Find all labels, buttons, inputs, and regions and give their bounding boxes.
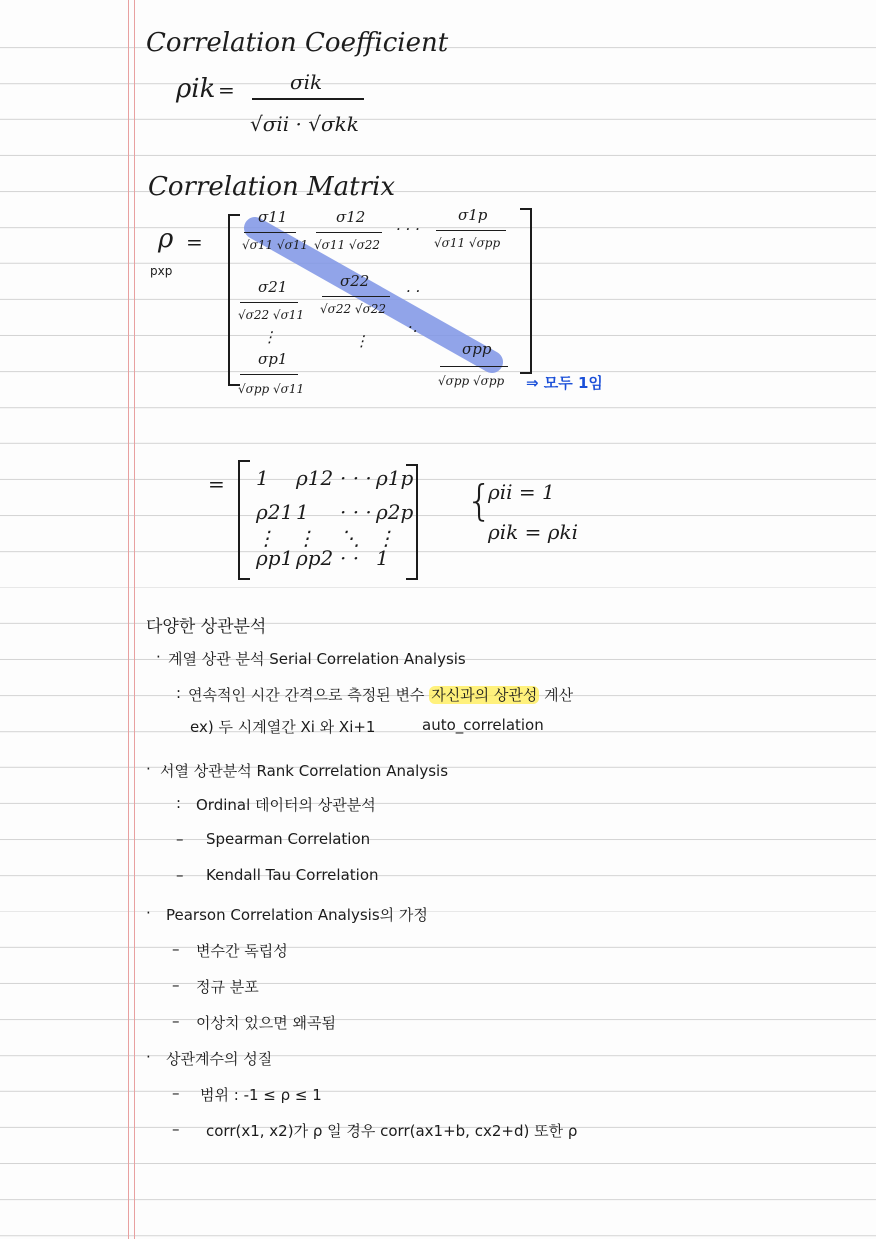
m1-r1c1-den: √σ11 √σ11 [242,238,309,252]
list-item-extra: auto_correlation [422,716,544,734]
matrix2-cell: 1 [296,500,309,524]
m1-r2c2-bar [322,296,390,297]
m1-r2c2-den: √σ22 √σ22 [320,302,387,316]
m1-rpp-den: √σpp √σpp [438,374,505,388]
matrix2-cell: ρ1p [376,466,414,490]
matrix2-cell: · · · [340,500,372,524]
m1-r1cp-den: √σ11 √σpp [434,236,501,250]
m1-r2c1-den: √σ22 √σ11 [238,308,305,322]
m1-diag-dots: ·. [408,318,418,336]
corr-matrix-note: ⇒ 모두 1임 [526,374,603,392]
props-brace: { [466,476,493,525]
list-item: corr(x1, x2)가 ρ 일 경우 corr(ax1+b, cx2+d) 또한 ρ [206,1122,578,1140]
analysis-heading: 다양한 상관분석 [146,617,267,637]
corr-matrix-equals: = [186,230,203,254]
m1-r1c1-bar [244,232,296,233]
matrix2-cell: 1 [256,466,269,490]
m1-r2c1-num: σ21 [258,278,288,296]
list-bullet: · [146,904,151,922]
matrix2-cell: ⋱ [340,526,360,550]
list-item: 계열 상관 분석 Serial Correlation Analysis [168,650,466,668]
matrix2-cell: · · [340,546,360,570]
matrix2-cell: ρ2p [376,500,414,524]
list-item: Pearson Correlation Analysis의 가정 [166,906,428,924]
m1-rp-den: √σpp √σ11 [238,382,305,396]
list-bullet: : [176,684,182,702]
list-item: 변수간 독립성 [196,942,288,960]
m1-r2c1-bar [240,302,298,303]
list-bullet: – [176,866,184,884]
corr-matrix-title: Correlation Matrix [148,172,396,202]
m1-vdots-col2: ⋮ [354,332,369,350]
corr-coef-equals: = [218,78,235,102]
corr-matrix-lhs-subscript: pxp [150,264,173,278]
corr-coef-numerator: σik [290,70,323,94]
list-item: 상관계수의 성질 [166,1050,273,1068]
list-item-text: 계산 [539,686,574,704]
corr-matrix-lhs: ρ [158,224,174,254]
matrix2-cell: ⋮ [296,526,316,550]
list-item: ex) 두 시계열간 Xi 와 Xi+1 [190,718,376,736]
matrix2-left-bracket [238,460,250,580]
list-bullet: – [172,1120,180,1138]
list-bullet: – [172,1084,180,1102]
matrix2-cell: ⋮ [376,526,396,550]
matrix2-cell: ρp2 [296,546,334,570]
matrix2-cell: ⋮ [256,526,276,550]
matrix1-right-bracket [520,208,532,374]
m1-rp-bar [240,374,298,375]
m1-r1cp-bar [436,230,506,231]
list-item: Spearman Correlation [206,830,371,848]
matrix2-equals: = [208,472,225,496]
list-item: 범위 : -1 ≤ ρ ≤ 1 [200,1086,322,1104]
list-bullet: – [172,976,180,994]
list-bullet: : [176,794,182,812]
list-item: Ordinal 데이터의 상관분석 [196,796,376,814]
matrix2-cell: ρ21 [256,500,294,524]
list-item: 정규 분포 [196,978,259,996]
corr-coef-lhs: ρik [176,74,216,104]
corr-coef-denominator: √σii · √σkk [250,112,359,136]
corr-coef-fraction-bar [252,98,364,100]
list-bullet: · [146,1048,151,1066]
list-bullet: – [176,830,184,848]
matrix2-cell: ρp1 [256,546,294,570]
m1-rp-num: σp1 [258,350,288,368]
list-bullet: · [156,648,161,666]
m1-r1c1-num: σ11 [258,208,288,226]
matrix1-left-bracket [228,214,240,386]
list-bullet: · [146,760,151,778]
m1-rpp-bar [440,366,508,367]
m1-r1c2-bar [316,232,382,233]
list-item: 이상치 있으면 왜곡됨 [196,1014,336,1032]
m1-vdots-col1: ⋮ [262,328,277,346]
m1-r1-dots: · · · [396,220,420,238]
list-item-highlight: 자신과의 상관성 [431,686,538,704]
m1-r2-dots: · · [406,282,421,300]
list-bullet: – [172,940,180,958]
matrix2-cell: ρ12 [296,466,334,490]
m1-rpp-num: σpp [462,340,492,358]
m1-r1c2-den: √σ11 √σ22 [314,238,381,252]
prop-rho-ii: ρii = 1 [488,480,555,504]
m1-r1c2-num: σ12 [336,208,366,226]
matrix2-cell: 1 [376,546,389,570]
m1-r1cp-num: σ1p [458,206,488,224]
corr-coef-title: Correlation Coefficient [146,28,449,58]
list-item: Kendall Tau Correlation [206,866,379,884]
matrix2-cell: · · · [340,466,372,490]
m1-r2c2-num: σ22 [340,272,370,290]
list-item: 서열 상관분석 Rank Correlation Analysis [160,762,449,780]
prop-rho-ik: ρik = ρki [488,520,579,544]
list-item-text: 연속적인 시간 간격으로 측정된 변수 [188,686,430,704]
list-item [188,684,573,705]
list-bullet: – [172,1012,180,1030]
